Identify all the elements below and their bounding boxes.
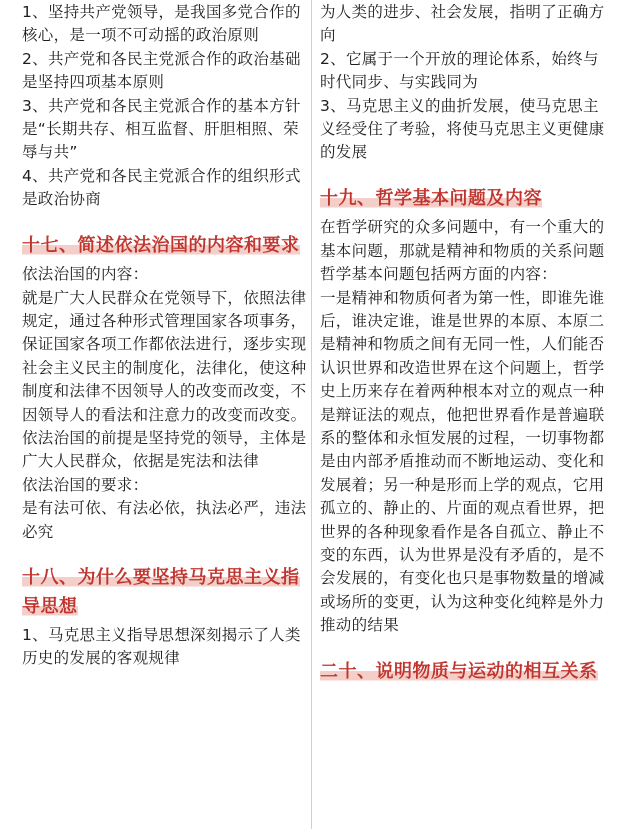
section-20-heading-wrap <box>320 658 608 687</box>
intro-item-2: 2、共产党和各民主党派合作的政治基础是坚持四项基本原则 <box>22 49 301 92</box>
section-17-heading-wrap <box>22 232 307 261</box>
section-18-heading-wrap <box>22 564 307 621</box>
section-18-item-1: 1、马克思主义指导思想深刻揭示了人类历史的发展的客观规律 <box>22 626 301 668</box>
section-19-paragraph-2: 一是精神和物质何者为第一性，即谁先谁后，谁决定谁，谁是世界的本原、本原二是精神和物质之间有无同一性，人们能否认识世界和改造世界在这个问题上，哲学史上历来存在着两种根本对立的观点一种是辩证法的观点，他把世界看作是普遍联系的整体和永恒发展的过程，一切事物都是由内部矛盾推动而不断地运动、变化和发展着；另一种是形而上学的观点，它用孤立的、静止的、片面的观点看世界，把世界的各种现象看作是各自孤立、静止不变的东西，认为世界是没有矛盾的，是不会发展的，有变化也只是事物数量的增减或场所的变更，认为这种变化纯粹是外力推动的结果 <box>320 288 605 635</box>
section-19-paragraph-1: 在哲学研究的众多问题中，有一个重大的基本问题，那就是精神和物质的关系问题哲学基本问题包括两方面的内容： <box>320 218 605 284</box>
continued-text: 为人类的进步、社会发展，指明了正确方向 <box>320 3 605 45</box>
intro-item-4: 4、共产党和各民主党派合作的组织形式是政治协商 <box>22 166 301 209</box>
intro-item-1: 1、坚持共产党领导，是我国多党合作的核心，是一项不可动摇的政治原则 <box>22 3 301 45</box>
section-19-heading: 十九、哲学基本问题及内容 <box>320 187 542 209</box>
section-17-content-label: 依法治国的内容： <box>22 265 149 284</box>
section-19-heading-wrap <box>320 185 608 214</box>
column-divider <box>311 0 312 829</box>
intro-item-3: 3、共产党和各民主党派合作的基本方针是“长期共存、相互监督、肝胆相照、荣辱与共” <box>22 96 301 162</box>
section-18-item-2: 2、它属于一个开放的理论体系，始终与时代同步、与实践同为 <box>320 49 599 92</box>
section-20-heading: 二十、说明物质与运动的相互关系 <box>320 660 598 682</box>
section-18-item-3: 3、马克思主义的曲折发展，使马克思主义经受住了考验，将使马克思主义更健康的发展 <box>320 96 605 162</box>
section-17-requirement-text: 是有法可依、有法必依，执法必严，违法必究 <box>22 499 307 541</box>
section-17-requirement-label: 依法治国的要求： <box>22 475 149 494</box>
right-column <box>320 0 608 686</box>
left-column <box>22 0 307 671</box>
section-17-content-text: 就是广大人民群众在党领导下，依照法律规定，通过各种形式管理国家各项事务，保证国家各项工作都依法进行，逐步实现社会主义民主的制度化，法律化，使这种制度和法律不因领导人的改变而改变，不因领导人的看法和注意力的改变而改变。依法治国的前提是坚持党的领导，主体是广大人民群众，依据是宪法和法律 <box>22 288 307 471</box>
section-18-heading: 十八、为什么要坚持马克思主义指导思想 <box>22 567 300 617</box>
section-17-heading: 十七、简述依法治国的内容和要求 <box>22 234 300 256</box>
